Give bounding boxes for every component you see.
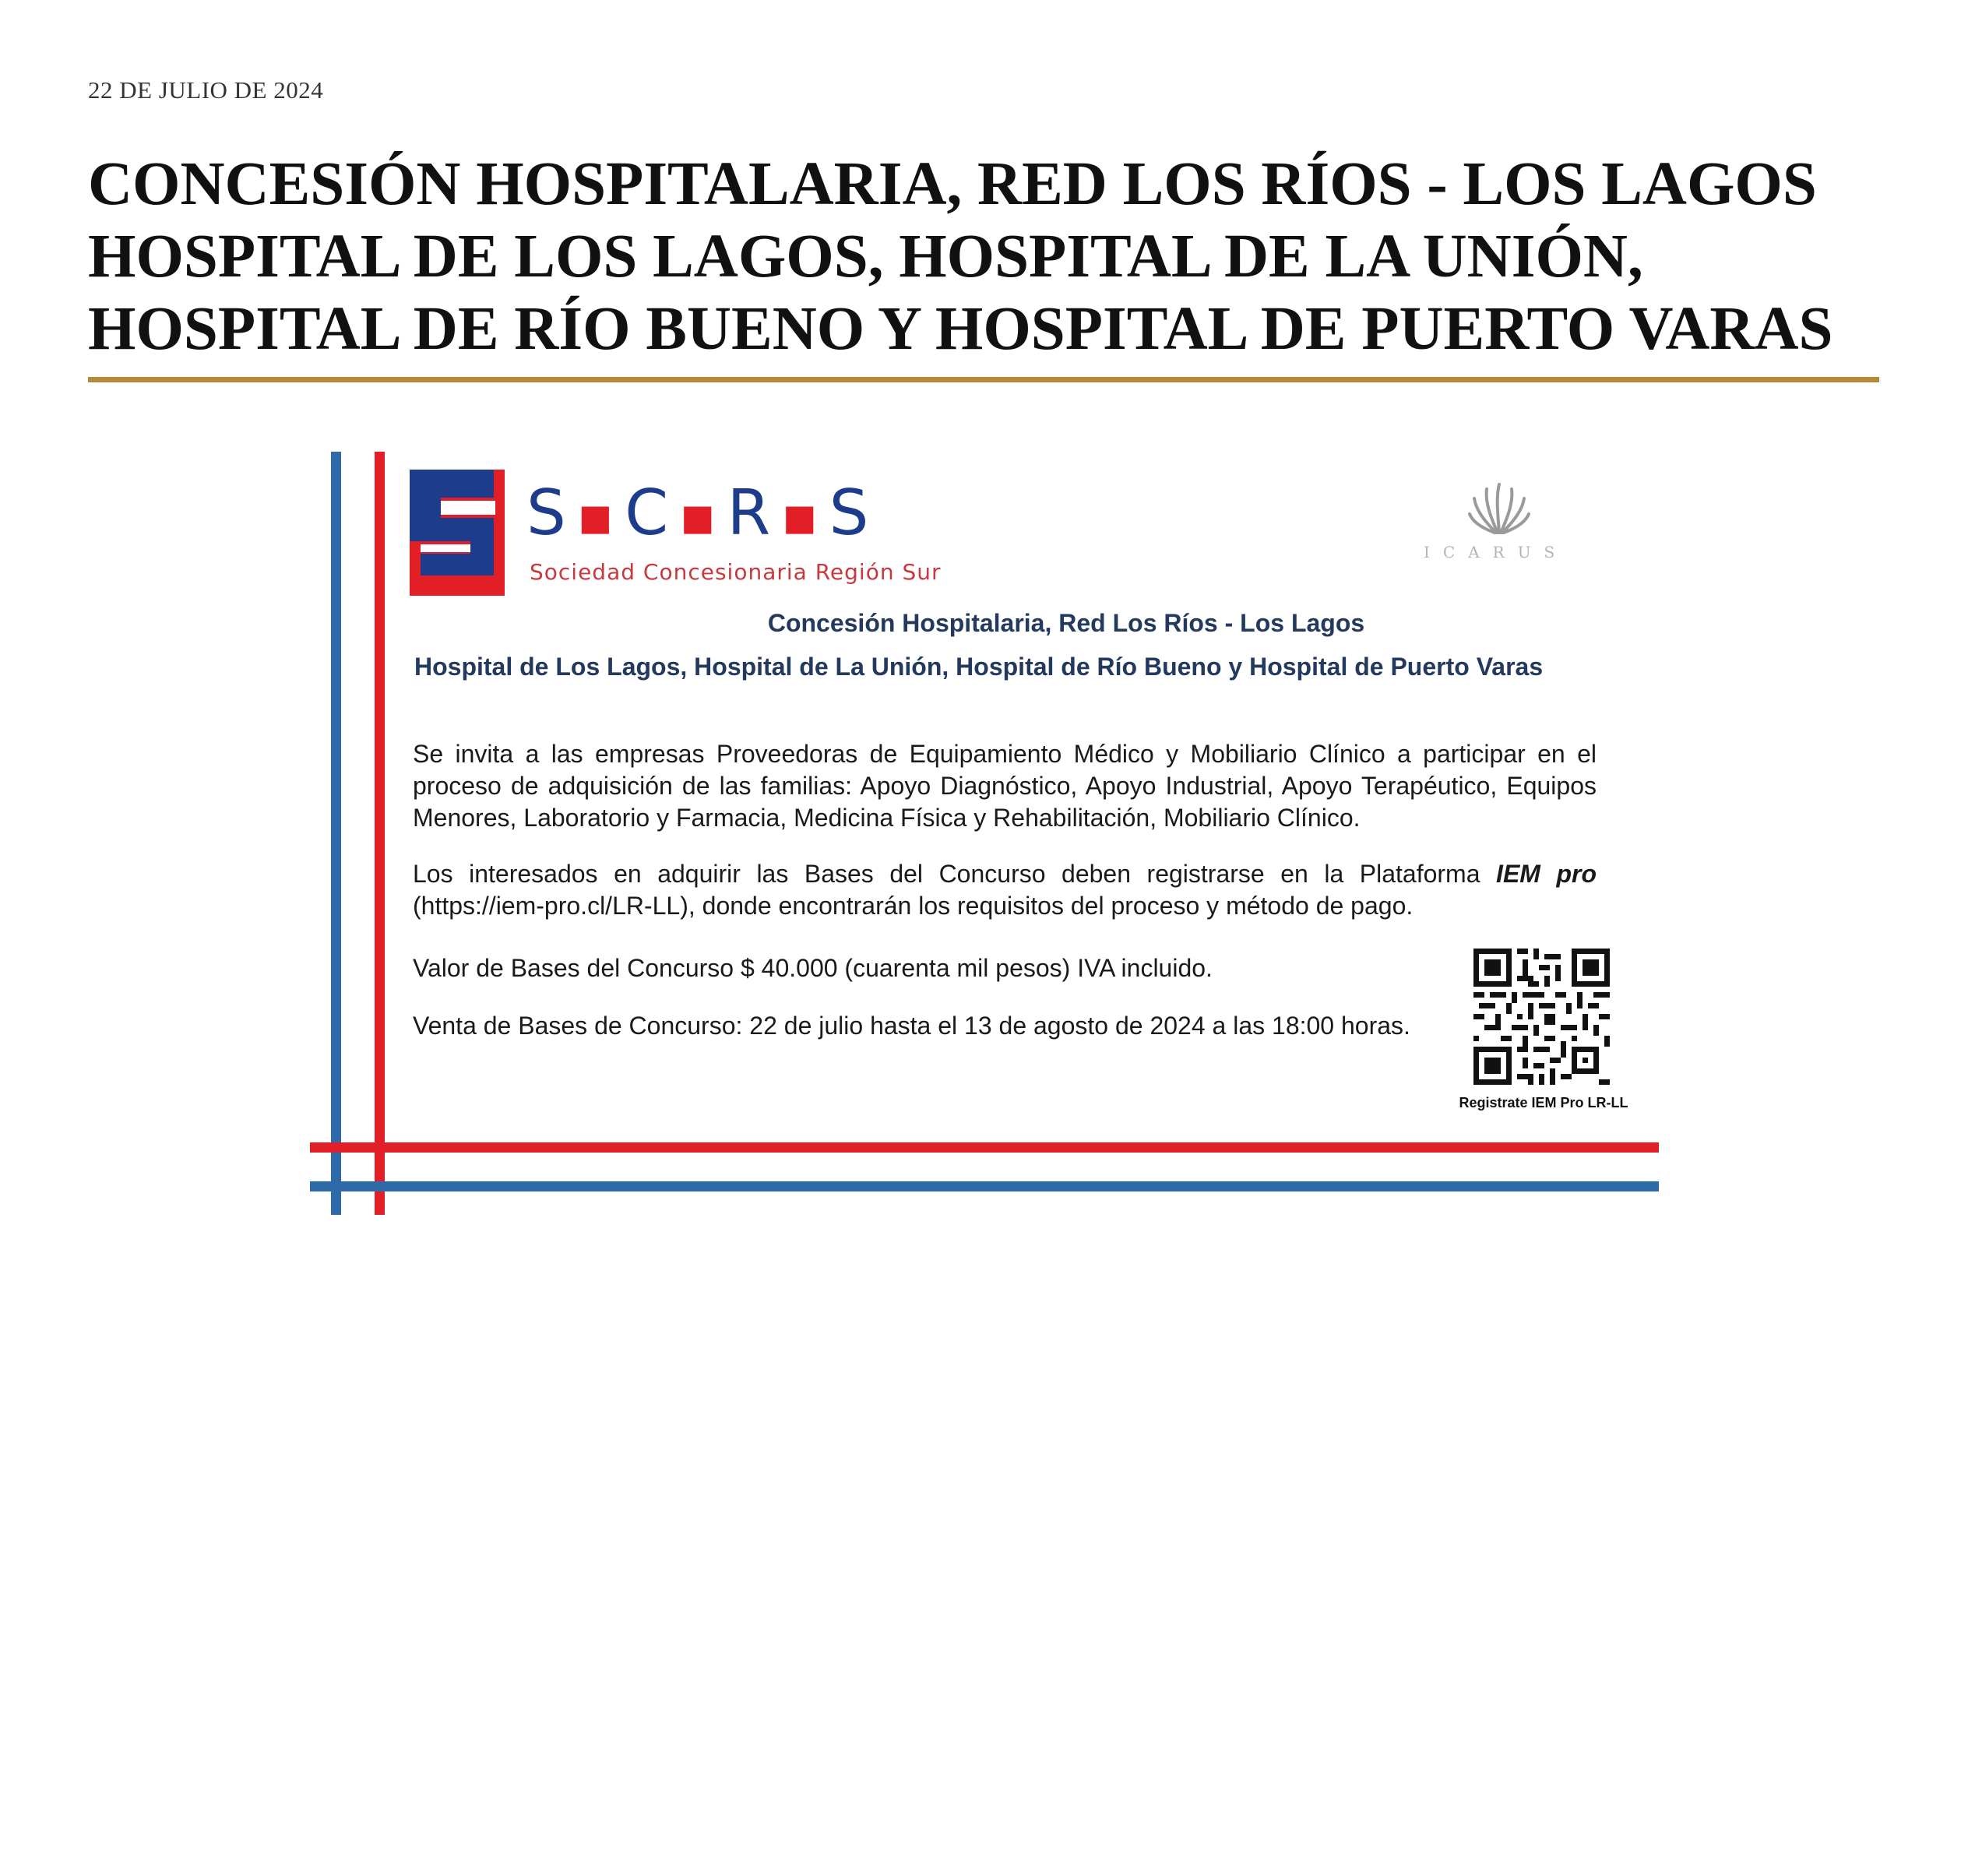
scrs-subtitle: Sociedad Concesionaria Región Sur	[530, 559, 942, 585]
logo-dot: ■	[783, 496, 819, 539]
logo-letter: R	[727, 477, 773, 549]
border-vertical-red	[375, 452, 385, 1215]
border-horizontal-red	[310, 1142, 1659, 1153]
logo-letter: S	[829, 477, 871, 549]
registration-text-end: (https://iem-pro.cl/LR-LL), donde encontrarán los requisitos del proceso y método de pago.	[413, 892, 1414, 920]
border-horizontal-blue	[310, 1181, 1659, 1191]
qr-caption: Registrate IEM Pro LR-LL	[1459, 1095, 1628, 1110]
registration-text: Los interesados en adquirir las Bases del Concurso deben registrarse en la Plataforma	[413, 860, 1497, 888]
headline-line: HOSPITAL DE LOS LAGOS, HOSPITAL DE LA UNIÓN,	[88, 223, 1643, 290]
logo-dot: ■	[681, 496, 716, 539]
ad-sale-dates-paragraph: Venta de Bases de Concurso: 22 de julio hasta el 13 de agosto de 2024 a las 18:00 horas.	[413, 1012, 1410, 1040]
qr-code	[1473, 949, 1610, 1085]
logo-dot: ■	[578, 496, 614, 539]
ad-registration-paragraph	[413, 858, 1597, 922]
border-vertical-blue	[331, 452, 341, 1215]
article-date: 22 DE JULIO DE 2024	[88, 76, 324, 104]
ad-invitation-paragraph: Se invita a las empresas Proveedoras de Equipamiento Médico y Mobiliario Clínico a participar en el proceso de adquisición de las familias: Apoyo Diagnóstico, Apoyo Industrial, Apoyo Terapéutico, Equipos Menores, Laboratorio y Farmacia, Medicina Física y Rehabilitación, Mobiliario Clínico.	[413, 740, 1597, 832]
scrs-wordmark	[526, 477, 870, 549]
ad-title: Concesión Hospitalaria, Red Los Ríos - Los Lagos	[767, 609, 1365, 637]
platform-name: IEM pro	[1496, 860, 1597, 888]
icarus-shell-icon	[1468, 481, 1530, 537]
icarus-wordmark: ICARUS	[1424, 543, 1568, 561]
headline-line: HOSPITAL DE RÍO BUENO Y HOSPITAL DE PUERTO VARAS	[88, 295, 1833, 363]
ad-subtitle: Hospital de Los Lagos, Hospital de La Unión, Hospital de Río Bueno y Hospital de Puerto Varas	[414, 653, 1544, 681]
scrs-s-logo-icon	[410, 470, 505, 596]
logo-letter: S	[526, 477, 568, 549]
headline-line: CONCESIÓN HOSPITALARIA, RED LOS RÍOS - LOS LAGOS	[88, 150, 1817, 218]
logo-letter: C	[625, 477, 671, 549]
ad-price-paragraph: Valor de Bases del Concurso $ 40.000 (cuarenta mil pesos) IVA incluido.	[413, 954, 1213, 982]
